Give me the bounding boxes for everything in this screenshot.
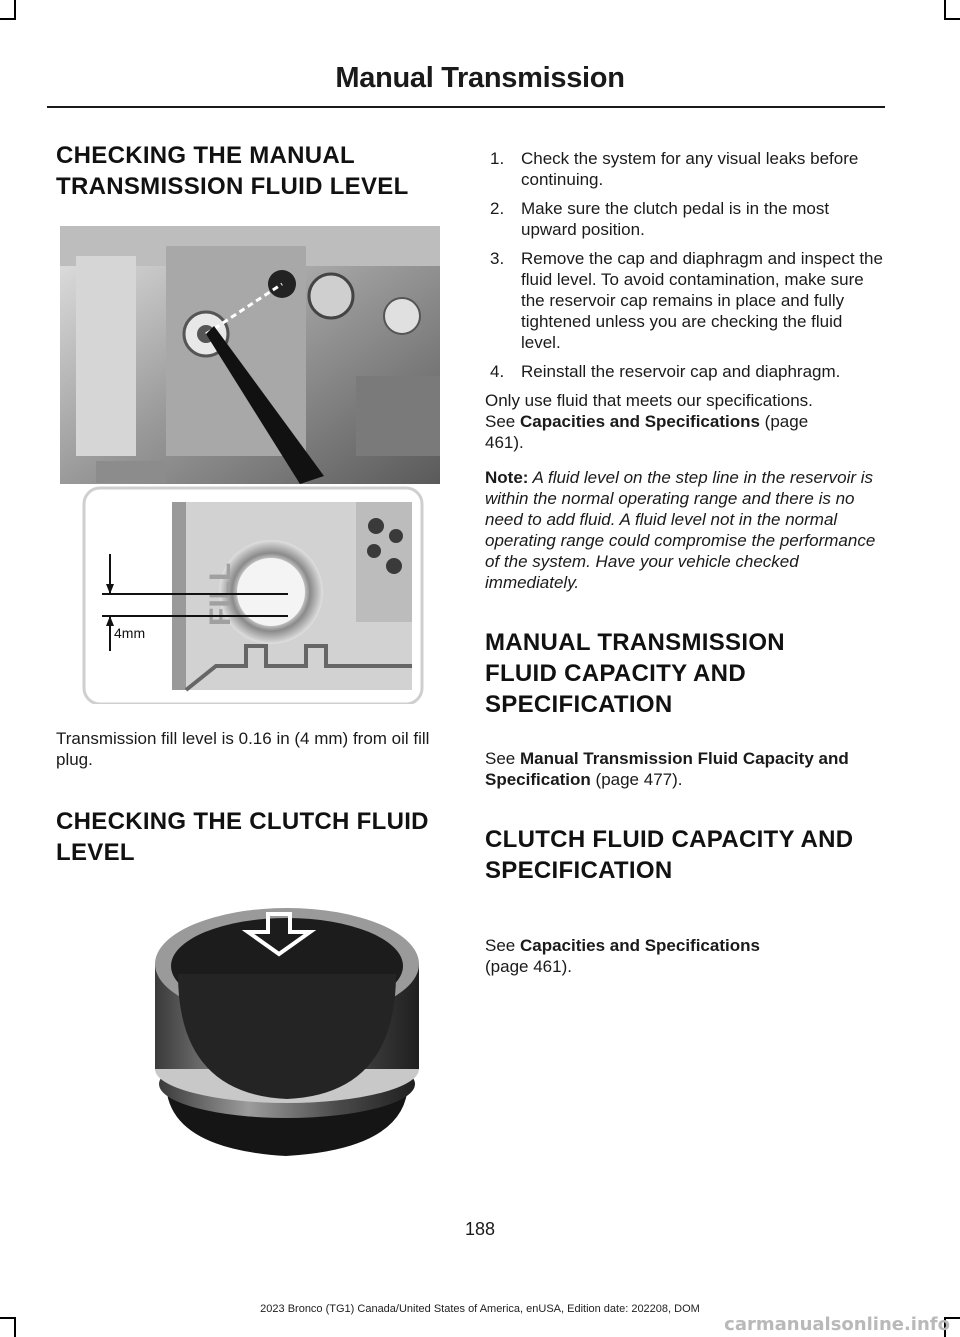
section-heading-clutch-capacity: CLUTCH FLUID CAPACITY AND SPECIFICATION bbox=[485, 826, 854, 884]
crop-mark bbox=[944, 0, 946, 18]
note-paragraph: Note: A fluid level on the step line in the reservoir is within the normal operating range and there is no need to add fluid. A fluid level not in the normal operating range could compromise the performance of the system. Have your vehicle checked immediately. bbox=[485, 468, 876, 592]
clutch-capacities-link[interactable]: Capacities and Specifications bbox=[519, 936, 760, 955]
clutch-reservoir-figure bbox=[118, 894, 448, 1164]
step-item: 1. Check the system for any visual leaks before continuing. bbox=[490, 149, 859, 189]
transmission-fill-caption: Transmission fill level is 0.16 in (4 mm) from oil fill plug. bbox=[56, 729, 430, 769]
crop-mark bbox=[14, 1319, 16, 1337]
right-column bbox=[485, 140, 885, 977]
procedure-steps bbox=[485, 148, 885, 382]
section-heading-manual-capacity: MANUAL TRANSMISSION FLUID CAPACITY AND SPECIFICATION bbox=[485, 629, 785, 718]
transmission-fill-plug-figure bbox=[56, 226, 440, 704]
step-item: 2. Make sure the clutch pedal is in the most upward position. bbox=[490, 199, 830, 239]
section-heading-clutch-fluid: CHECKING THE CLUTCH FLUID LEVEL bbox=[56, 808, 429, 866]
section-heading-transmission-fluid: CHECKING THE MANUAL TRANSMISSION FLUID LEVEL bbox=[56, 142, 409, 200]
title-divider bbox=[47, 106, 885, 108]
left-column bbox=[56, 140, 446, 1164]
crop-mark bbox=[944, 18, 960, 20]
manual-capacity-link[interactable]: Manual Transmission Fluid Capacity and Specification bbox=[485, 749, 849, 789]
watermark: carmanualsonline.info bbox=[724, 1314, 950, 1335]
page-footer: 2023 Bronco (TG1) Canada/United States of America, enUSA, Edition date: 202208, DOM bbox=[260, 1303, 700, 1315]
note-label: Note: bbox=[485, 468, 529, 487]
clutch-capacity-reference: See Capacities and Specifications (page 461). bbox=[485, 936, 760, 976]
capacities-link[interactable]: Capacities and Specifications bbox=[519, 412, 760, 431]
page-title: Manual Transmission bbox=[335, 62, 625, 94]
specifications-paragraph: Only use fluid that meets our specifications. See Capacities and Specifications (page 461). bbox=[485, 391, 813, 452]
crop-mark bbox=[0, 18, 16, 20]
page-number: 188 bbox=[464, 1219, 496, 1239]
step-item: 3. Remove the cap and diaphragm and inspect the fluid level. To avoid contamination, make sure the reservoir cap remains in place and fully tightened unless you are checking the fluid level. bbox=[490, 249, 883, 352]
measurement-label: 4mm bbox=[114, 625, 146, 641]
crop-mark bbox=[0, 1317, 16, 1319]
crop-mark bbox=[14, 0, 16, 18]
fill-label: FILL bbox=[204, 562, 237, 626]
manual-capacity-reference: See Manual Transmission Fluid Capacity and Specification (page 477). bbox=[485, 749, 849, 789]
step-item: 4. Reinstall the reservoir cap and diaphragm. bbox=[490, 362, 841, 381]
